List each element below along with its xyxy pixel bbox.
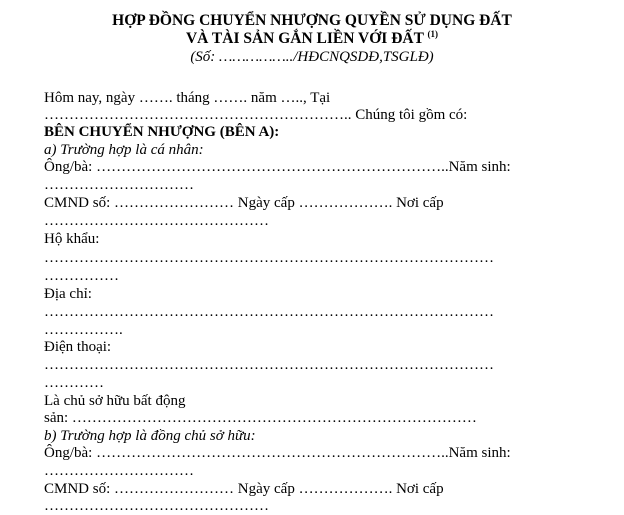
owner-line-1: Là chủ sở hữu bất động xyxy=(44,393,186,409)
case-b-heading: b) Trường hợp là đồng chủ sở hữu: xyxy=(44,428,256,444)
case-a-heading: a) Trường hợp là cá nhân: xyxy=(44,142,204,158)
title-line-1 xyxy=(0,12,624,30)
address-label: Địa chỉ: xyxy=(44,286,92,302)
contract-number-line xyxy=(0,48,624,66)
footnote-marker: (1) xyxy=(427,29,439,39)
id-line-a: CMND số: …………………… Ngày cấp ………………. Nơi cấp xyxy=(44,195,444,211)
name-line-a-cont: ………………………… xyxy=(44,177,194,193)
title-line-2 xyxy=(0,30,624,48)
phone-dots: ……………………………………………………………………………… xyxy=(44,357,494,373)
title-line-2-text: VÀ TÀI SẢN GẮN LIỀN VỚI ĐẤT xyxy=(185,30,424,47)
address-dots-cont: ……………. xyxy=(44,322,123,338)
household-dots-cont: …………… xyxy=(44,268,119,284)
phone-dots-cont: ………… xyxy=(44,375,104,391)
name-line-a: Ông/bà: ……………………………………………………………..Năm sinh: xyxy=(44,159,511,175)
party-a-heading: BÊN CHUYỂN NHƯỢNG (BÊN A): xyxy=(44,124,280,140)
id-line-b-cont: ……………………………………… xyxy=(44,498,269,514)
name-line-b: Ông/bà: ……………………………………………………………..Năm sinh: xyxy=(44,445,511,461)
contract-number-text: (Số: ……………../HĐCNQSDĐ,TSGLĐ) xyxy=(190,49,434,65)
location-line: …………………………………………………….. Chúng tôi gồm có: xyxy=(44,107,468,123)
household-dots: ……………………………………………………………………………… xyxy=(44,250,494,266)
owner-line-2: sản: ……………………………………………………………………… xyxy=(44,410,477,426)
date-line: Hôm nay, ngày ……. tháng ……. năm ….., Tại xyxy=(44,90,331,106)
phone-label: Điện thoại: xyxy=(44,339,112,355)
household-label: Hộ khẩu: xyxy=(44,231,100,247)
id-line-a-cont: ……………………………………… xyxy=(44,213,269,229)
address-dots: ……………………………………………………………………………… xyxy=(44,304,494,320)
name-line-b-cont: ………………………… xyxy=(44,463,194,479)
id-line-b: CMND số: …………………… Ngày cấp ………………. Nơi cấp xyxy=(44,481,444,497)
title-line-1-text: HỢP ĐỒNG CHUYỂN NHƯỢNG QUYỀN SỬ DỤNG ĐẤT xyxy=(112,12,512,29)
